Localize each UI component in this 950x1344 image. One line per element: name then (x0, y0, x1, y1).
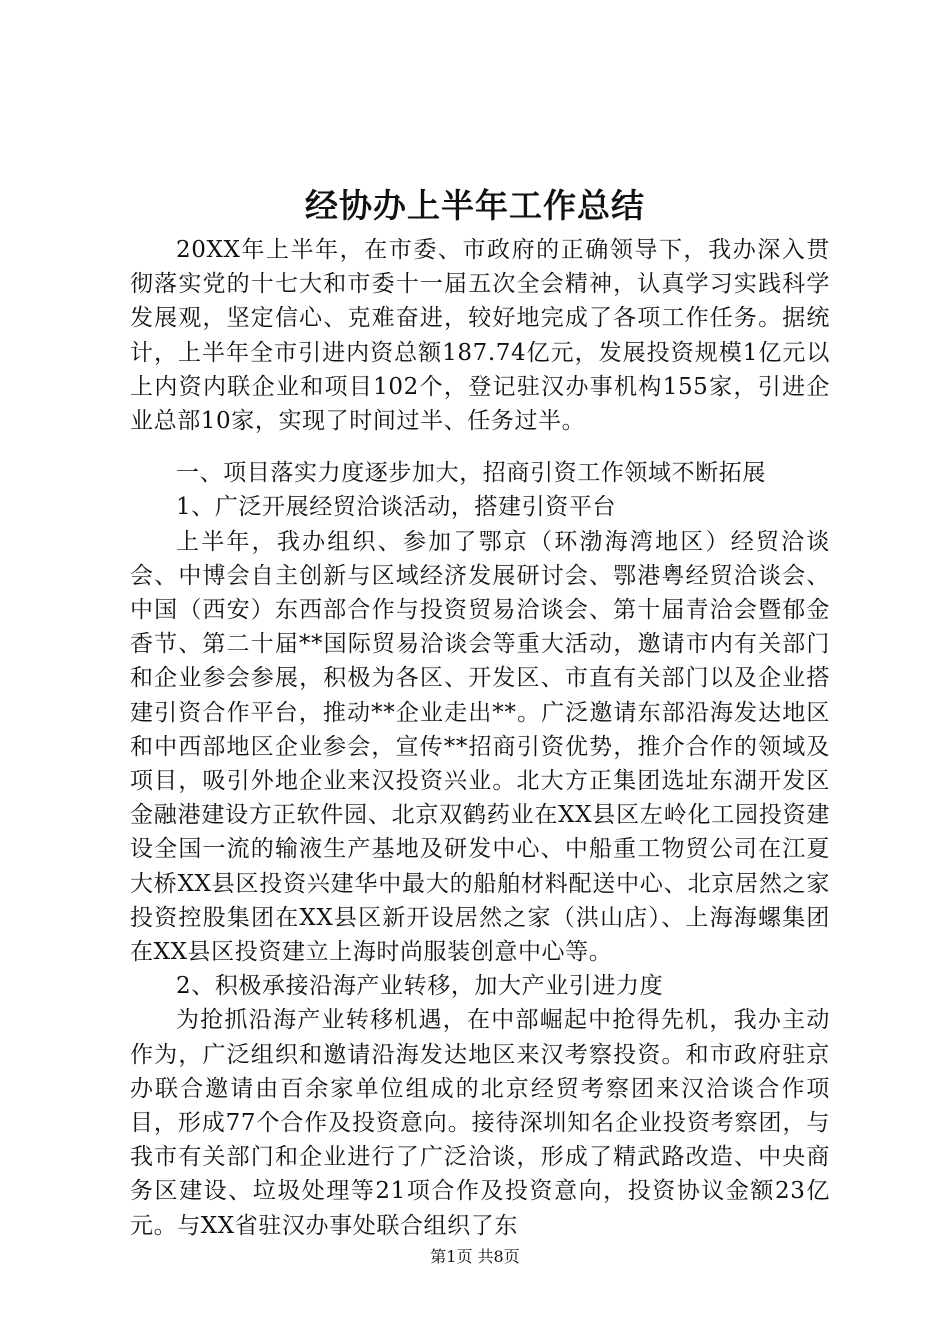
paragraph-gap (130, 438, 830, 456)
body-paragraph-2: 为抢抓沿海产业转移机遇，在中部崛起中抢得先机，我办主动作为，广泛组织和邀请沿海发达地区来汉考察投资。和市政府驻京办联合邀请由百余家单位组成的北京经贸考察团来汉洽谈合作项目，形成77个合作及投资意向。接待深圳知名企业投资考察团，与我市有关部门和企业进行了广泛洽谈，形成了精武路改造、中央商务区建设、垃圾处理等21项合作及投资意向，投资协议金额23亿元。与XX省驻汉办事处联合组织了东 (130, 1007, 830, 1239)
subsection-heading-2: 2、积极承接沿海产业转移，加大产业引进力度 (176, 973, 664, 1000)
page-footer: 第1页 共8页 (430, 1247, 520, 1266)
section-heading: 一、项目落实力度逐步加大，招商引资工作领域不断拓展 (176, 460, 766, 487)
subsection-heading-1: 1、广泛开展经贸洽谈活动，搭建引资平台 (176, 494, 617, 521)
document-body (130, 233, 830, 1243)
document-title: 经协办上半年工作总结 (305, 186, 645, 225)
body-paragraph-1: 上半年，我办组织、参加了鄂京（环渤海湾地区）经贸洽谈会、中博会自主创新与区域经济发展研讨会、鄂港粤经贸洽谈会、中国（西安）东西部合作与投资贸易洽谈会、第十届青洽会暨郁金香节、第二十届**国际贸易洽谈会等重大活动，邀请市内有关部门和企业参会参展，积极为各区、开发区、市直有关部门以及企业搭建引资合作平台，推动**企业走出**。广泛邀请东部沿海发达地区和中西部地区企业参会，宣传**招商引资优势，推介合作的领域及项目，吸引外地企业来汉投资兴业。北大方正集团选址东湖开发区金融港建设方正软件园、北京双鹤药业在XX县区左岭化工园投资建设全国一流的输液生产基地及研发中心、中船重工物贸公司在江夏大桥XX县区投资兴建华中最大的船舶材料配送中心、北京居然之家投资控股集团在XX县区新开设居然之家（洪山店）、上海海螺集团在XX县区投资建立上海时尚服装创意中心等。 (130, 528, 830, 966)
intro-paragraph: 20XX年上半年，在市委、市政府的正确领导下，我办深入贯彻落实党的十七大和市委十一届五次全会精神，认真学习实践科学发展观，坚定信心、克难奋进，较好地完成了各项工作任务。据统计，上半年全市引进内资总额187.74亿元，发展投资规模1亿元以上内资内联企业和项目102个，登记驻汉办事机构155家，引进企业总部10家，实现了时间过半、任务过半。 (130, 237, 830, 435)
